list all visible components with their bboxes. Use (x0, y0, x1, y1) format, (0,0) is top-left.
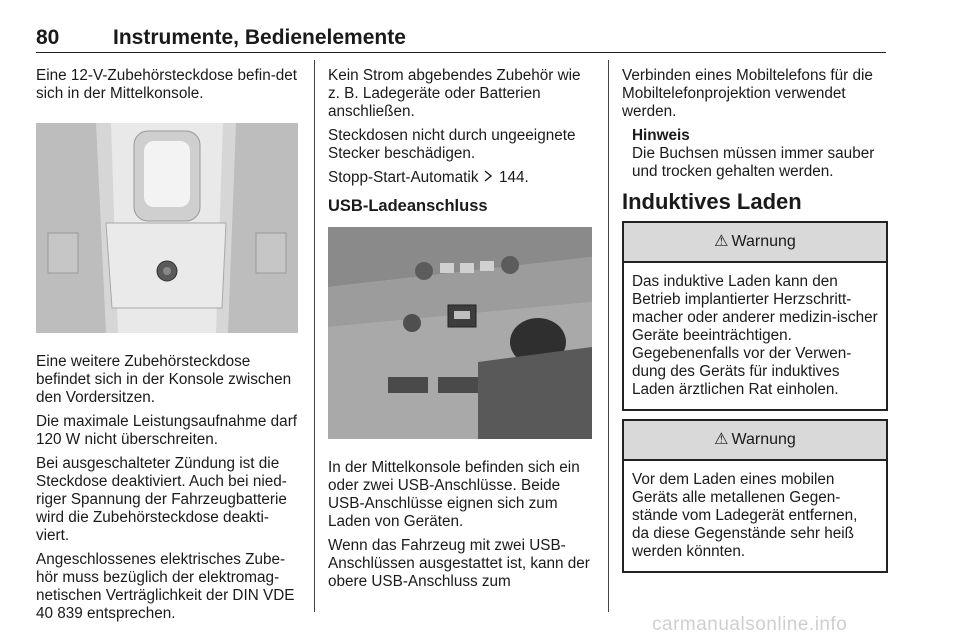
paragraph: Steckdosen nicht durch ungeeignete Stecker beschädigen. (328, 127, 576, 162)
cross-reference-page: 144. (498, 169, 529, 186)
section-subheading: USB-Ladeanschluss (328, 197, 488, 215)
chapter-title: Instrumente, Bedienelemente (113, 26, 406, 49)
paragraph: Angeschlossenes elektrisches Zube-hör muss bezüglich der elektromag-netischen Verträglichkeit der DIN VDE 40 839 entsprechen. (36, 551, 295, 622)
column-2 (328, 67, 596, 597)
usb-port-dashboard-photo (328, 227, 592, 439)
warning-title: Warnung (731, 431, 796, 448)
section-heading: Induktives Laden (622, 189, 802, 214)
note-text: Die Buchsen müssen immer sauber und trocken gehalten werden. (632, 145, 875, 180)
cross-reference-label: Stopp-Start-Automatik (328, 169, 479, 186)
warning-triangle-icon: ⚠ (714, 431, 729, 448)
paragraph: Bei ausgeschalteter Zündung ist die Steckdose deaktiviert. Auch bei nied-riger Spannung der Fahrzeugbatterie wird die Zubehörsteckdose deakti-viert. (36, 455, 287, 544)
column-divider-1 (314, 60, 315, 612)
page-header (36, 24, 886, 52)
warning-triangle-icon: ⚠ (714, 233, 729, 250)
paragraph: Die maximale Leistungsaufnahme darf 120 W nicht überschreiten. (36, 413, 298, 448)
paragraph: Kein Strom abgebendes Zubehör wie z. B. Ladegeräte oder Batterien anschließen. (328, 67, 581, 120)
center-console-illustration (36, 123, 298, 333)
paragraph: Eine 12-V-Zubehörsteckdose befin-det sich in der Mittelkonsole. (36, 67, 298, 102)
warning-header (624, 421, 886, 461)
page-number: 80 (36, 26, 60, 49)
center-console-socket-photo (36, 123, 298, 333)
column-3 (622, 67, 888, 581)
warning-text: Das induktive Laden kann den Betrieb implantierter Herzschritt-macher oder anderer medizin-ischer Geräte beeinträchtigen. Gegebenenfalls vor der Verwen-dung des Geräts für induktives Laden ärztlichen Rat einholen. (632, 273, 878, 398)
paragraph: Wenn das Fahrzeug mit zwei USB-Anschlüssen ausgestattet ist, kann der obere USB-Anschluss zum (328, 537, 590, 590)
note-box (632, 127, 888, 181)
warning-header (624, 223, 886, 263)
note-title: Hinweis (632, 127, 690, 144)
warning-box (622, 419, 888, 573)
paragraph: In der Mittelkonsole befinden sich ein oder zwei USB-Anschlüsse. Beide USB-Anschlüsse eignen sich zum Laden von Geräten. (328, 459, 580, 530)
column-divider-2 (608, 60, 609, 612)
warning-title: Warnung (731, 233, 796, 250)
cross-reference (328, 169, 596, 187)
paragraph: Verbinden eines Mobiltelefons für die Mobiltelefonprojektion verwendet werden. (622, 67, 873, 120)
warning-box (622, 221, 888, 411)
usb-dashboard-illustration (328, 227, 592, 439)
page-reference-arrow-icon (483, 169, 495, 187)
paragraph: Eine weitere Zubehörsteckdose befindet sich in der Konsole zwischen den Vordersitzen. (36, 353, 292, 406)
header-divider (36, 52, 886, 53)
watermark: carmanualsonline.info (652, 614, 848, 635)
warning-text: Vor dem Laden eines mobilen Geräts alle metallenen Gegen-stände vom Ladegerät entfernen, da diese Gegenstände sehr heiß werden könnten. (632, 471, 858, 560)
column-1 (36, 67, 302, 629)
